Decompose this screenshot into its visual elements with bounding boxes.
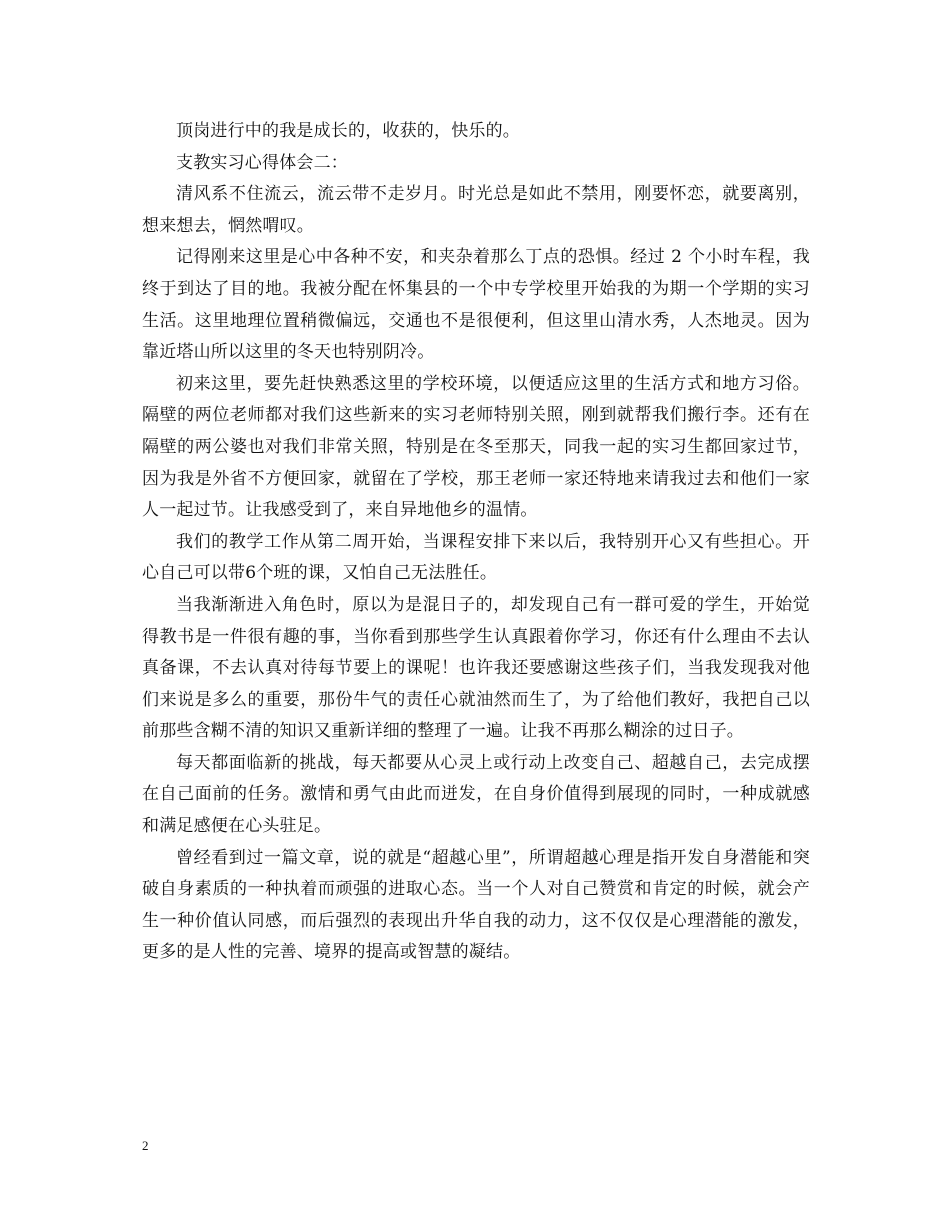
paragraph-4: 记得刚来这里是心中各种不安，和夹杂着那么丁点的恐惧。经过 2 个小时车程，我终于到达了目的地。我被分配在怀集县的一个中专学校里开始我的为期一个学期的实习生活。这里地理位置稍微偏远，交通也不是很便利，但这里山清水秀，人杰地灵。因为靠近塔山所以这里的冬天也特别阴冷。: [142, 247, 810, 363]
document-body: [142, 116, 810, 969]
paragraph-9: 曾经看到过一篇文章，说的就是“超越心里”，所谓超越心理是指开发自身潜能和突破自身素质的一种执着而顽强的进取心态。当一个人对自己赞赏和肯定的时候，就会产生一种价值认同感，而后强烈的表现出升华自我的动力，这不仅仅是心理潜能的激发，更多的是人性的完善、境界的提高或智慧的凝结。: [142, 847, 810, 963]
paragraph-1: 顶岗进行中的我是成长的，收获的，快乐的。: [176, 121, 520, 141]
paragraph-8: 每天都面临新的挑战，每天都要从心灵上或行动上改变自己、超越自己，去完成摆在自己面前的任务。激情和勇气由此而迸发，在自身价值得到展现的同时，一种成就感和满足感便在心头驻足。: [142, 752, 810, 837]
paragraph-2-section-heading: 支教实习心得体会二：: [176, 152, 348, 173]
paragraph-6: 我们的教学工作从第二周开始，当课程安排下来以后，我特别开心又有些担心。开心自己可以带6个班的课，又怕自己无法胜任。: [142, 531, 810, 584]
paragraph-5: 初来这里，要先赶快熟悉这里的学校环境，以便适应这里的生活方式和地方习俗。隔壁的两位老师都对我们这些新来的实习老师特别关照，刚到就帮我们搬行李。还有在隔壁的两公婆也对我们非常关照，特别是在冬至那天，同我一起的实习生都回家过节，因为我是外省不方便回家，就留在了学校，那王老师一家还特地来请我过去和他们一家人一起过节。让我感受到了，来自异地他乡的温情。: [142, 373, 810, 521]
paragraph-7: 当我渐渐进入角色时，原以为是混日子的，却发现自己有一群可爱的学生，开始觉得教书是一件很有趣的事，当你看到那些学生认真跟着你学习，你还有什么理由不去认真备课，不去认真对待每节要上的课呢！也许我还要感谢这些孩子们，当我发现我对他们来说是多么的重要，那份牛气的责任心就油然而生了，为了给他们教好，我把自己以前那些含糊不清的知识又重新详细的整理了一遍。让我不再那么糊涂的过日子。: [142, 594, 810, 742]
paragraph-3: 清风系不住流云，流云带不走岁月。时光总是如此不禁用，刚要怀恋，就要离别，想来想去，惘然喟叹。: [142, 184, 810, 236]
page-number: 2: [142, 1138, 149, 1153]
